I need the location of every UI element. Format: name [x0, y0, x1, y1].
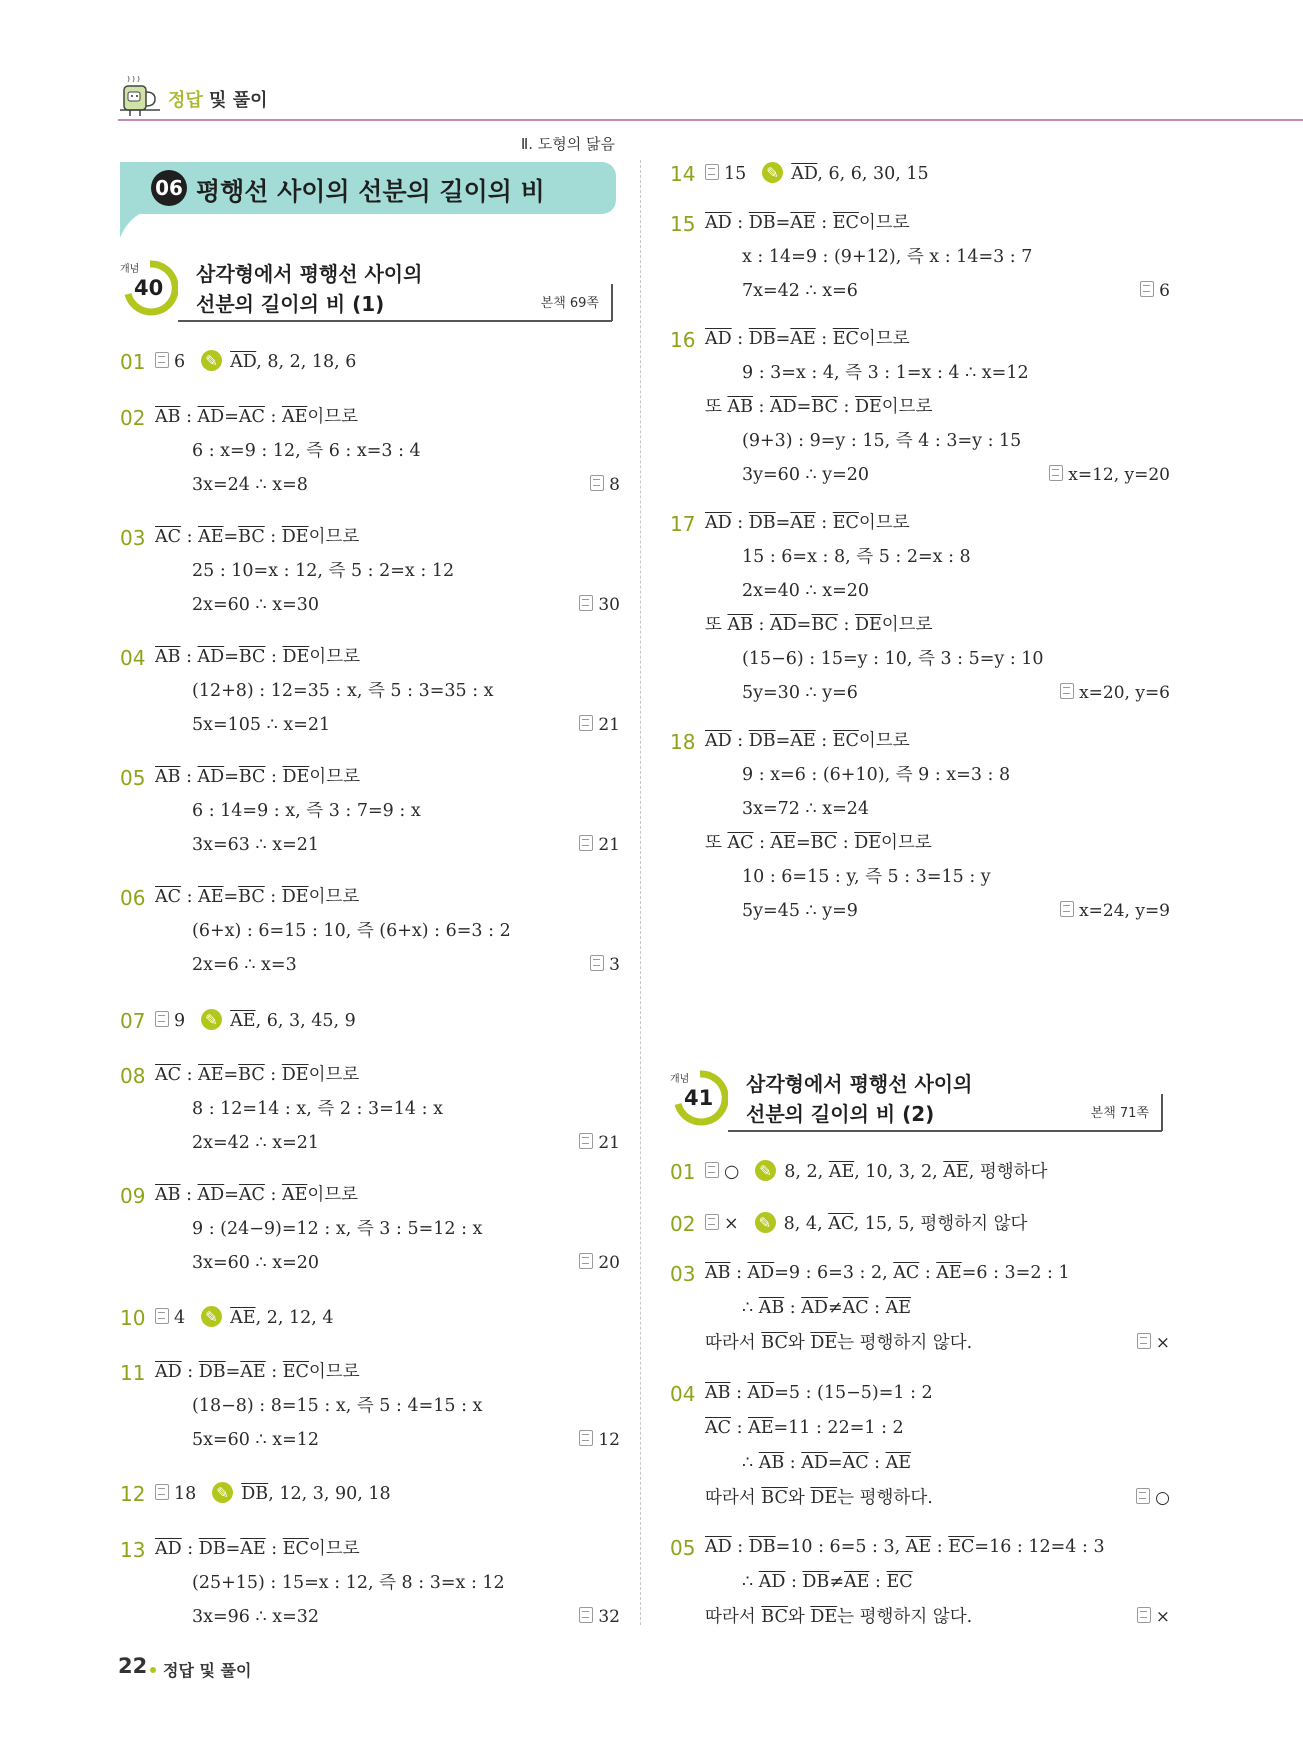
final-answer: 6: [1140, 280, 1170, 302]
final-answer: 20: [579, 1252, 620, 1274]
solution-line-1: $\overline{AB}$ : $\overline{AD}=\overline{AC}$ : $\overline{AE}$이므로: [155, 407, 359, 427]
solution-line-2: 6 : 14=9 : x, 즉 3 : 7=9 : x: [192, 801, 421, 821]
solution-line-1: $\overline{AD}$ : $\overline{DB}=\overline{AE}$ : $\overline{EC}$이므로: [155, 1362, 360, 1382]
column-divider: [640, 160, 641, 1625]
answer-icon: [1060, 683, 1075, 700]
problem-number: 15: [670, 212, 696, 236]
concept-40-header: [120, 256, 615, 326]
problem-18: [670, 730, 1170, 924]
solution-line-5: (15−6) : 15=y : 10, 즉 3 : 5=y : 10: [742, 649, 1044, 669]
solution-line-5: 3y=60 ∴ y=20: [742, 465, 870, 485]
answer-icon: [1137, 1333, 1152, 1350]
solution-line-2: 15 : 6=x : 8, 즉 5 : 2=x : 8: [742, 547, 971, 567]
footer-bullet: [150, 1667, 156, 1673]
problem-answer-line: ○ ✎ 8, 2, $\overline{AE}$, 10, 3, 2, $\overline{AE}$, 평행하다: [705, 1160, 1047, 1183]
chapter-title: 평행선 사이의 선분의 길이의 비: [196, 177, 545, 206]
problem-number: 06: [120, 886, 146, 910]
solution-line-1: $\overline{AD}$ : $\overline{DB}=\overline{AE}$ : $\overline{EC}$이므로: [705, 213, 910, 233]
answer-icon: [155, 1484, 170, 1501]
solution-line-2: 9 : 3=x : 4, 즉 3 : 1=x : 4 ∴ x=12: [742, 363, 1029, 383]
answer-icon: [705, 1214, 720, 1231]
problem-number: 05: [670, 1536, 696, 1560]
concept-label: 개념: [120, 264, 140, 275]
solution-line-3: 또 $\overline{AB}$ : $\overline{AD}=\overline{BC}$ : $\overline{DE}$이므로: [705, 397, 933, 417]
problem-17: [670, 512, 1170, 706]
problem-number: 03: [120, 526, 146, 550]
problem-answer-line: × ✎ 8, 4, $\overline{AC}$, 15, 5, 평행하지 않다: [705, 1212, 1027, 1235]
solution-line-2: (12+8) : 12=35 : x, 즉 5 : 3=35 : x: [192, 681, 494, 701]
pencil-icon: [755, 1212, 776, 1233]
pencil-icon: [212, 1482, 233, 1503]
solution-line-3: 3x=72 ∴ x=24: [742, 799, 869, 819]
problem-number: 07: [120, 1009, 146, 1033]
solution-line-2: ∴ $\overline{AD}$ : $\overline{DB}\ne\overline{AE}$ : $\overline{EC}$: [742, 1572, 913, 1592]
solution-line-2: x : 14=9 : (9+12), 즉 x : 14=3 : 7: [742, 247, 1033, 267]
pencil-icon: [201, 1009, 222, 1030]
solution-line-1: $\overline{AB}$ : $\overline{AD}=5$ : (15−5)=1 : 2: [705, 1383, 933, 1403]
answer-icon: [579, 1253, 594, 1270]
problem-number: 10: [120, 1306, 146, 1330]
concept-title-line1: 삼각형에서 평행선 사이의: [746, 1072, 973, 1096]
problem-08: [120, 1064, 620, 1164]
problem-number: 01: [120, 350, 146, 374]
solution-line-1: $\overline{AD}$ : $\overline{DB}=\overline{AE}$ : $\overline{EC}$이므로: [705, 731, 910, 751]
problem-09: [120, 1184, 620, 1284]
solution-line-5: 10 : 6=15 : y, 즉 5 : 3=15 : y: [742, 867, 991, 887]
answer-icon: [1049, 465, 1064, 482]
concept-title-line2: 선분의 길이의 비 (1): [196, 292, 385, 316]
solution-line-1: $\overline{AC}$ : $\overline{AE}=\overline{BC}$ : $\overline{DE}$이므로: [155, 527, 360, 547]
solution-line-2: 9 : (24−9)=12 : x, 즉 3 : 5=12 : x: [192, 1219, 483, 1239]
final-answer: x=20, y=6: [1060, 682, 1170, 704]
section2-problem-05: [670, 1536, 1170, 1640]
answer-icon: [579, 715, 594, 732]
banner-decoration: [120, 206, 160, 238]
mug-logo-icon: [118, 76, 162, 120]
concept-bracket: [611, 284, 613, 321]
problem-04: [120, 646, 620, 746]
concept-underline: [728, 1130, 1162, 1132]
problem-answer-line: 6 ✎ $\overline{AD}$, 8, 2, 18, 6: [155, 350, 356, 373]
problem-15: [670, 212, 1170, 312]
final-answer: x=12, y=20: [1049, 464, 1170, 486]
concept-underline: [178, 320, 612, 322]
problem-answer-line: 18 ✎ $\overline{DB}$, 12, 3, 90, 18: [155, 1482, 391, 1505]
solution-line-2: ∴ $\overline{AB}$ : $\overline{AD}\ne\overline{AC}$ : $\overline{AE}$: [742, 1298, 912, 1318]
concept-title-line2: 선분의 길이의 비 (2): [746, 1102, 935, 1126]
problem-03: [120, 526, 620, 626]
concept-page-ref: 본책 71쪽: [1090, 1106, 1149, 1121]
problem-answer-line: 15 ✎ $\overline{AD}$, 6, 6, 30, 15: [705, 162, 929, 185]
problem-number: 02: [670, 1212, 696, 1236]
answer-icon: [1060, 901, 1075, 918]
concept-label: 개념: [670, 1074, 690, 1085]
final-answer: 8: [590, 474, 620, 496]
solution-line-2: 6 : x=9 : 12, 즉 6 : x=3 : 4: [192, 441, 421, 461]
problem-05: [120, 766, 620, 866]
solution-line-1: $\overline{AB}$ : $\overline{AD}=\overline{BC}$ : $\overline{DE}$이므로: [155, 647, 361, 667]
solution-line-1: $\overline{AB}$ : $\overline{AD}=\overline{AC}$ : $\overline{AE}$이므로: [155, 1185, 359, 1205]
solution-line-3: 7x=42 ∴ x=6: [742, 281, 858, 301]
solution-line-2: 8 : 12=14 : x, 즉 2 : 3=14 : x: [192, 1099, 443, 1119]
solution-line-1: $\overline{AD}$ : $\overline{DB}=\overline{AE}$ : $\overline{EC}$이므로: [705, 329, 910, 349]
final-answer: 32: [579, 1606, 620, 1628]
answer-icon: [1136, 1488, 1151, 1505]
solution-line-2: $\overline{AC}$ : $\overline{AE}=11$ : 22=1 : 2: [705, 1418, 904, 1438]
pencil-icon: [201, 1306, 222, 1327]
solution-line-1: $\overline{AD}$ : $\overline{DB}=\overline{AE}$ : $\overline{EC}$이므로: [155, 1539, 360, 1559]
answer-icon: [579, 835, 594, 852]
answer-icon: [155, 1308, 170, 1325]
concept-number: 41: [684, 1086, 714, 1110]
page-number: 22: [118, 1654, 148, 1678]
footer-title: 정답 및 풀이: [163, 1661, 252, 1680]
problem-number: 08: [120, 1064, 146, 1088]
answer-icon: [155, 1011, 170, 1028]
concept-page-ref: 본책 69쪽: [540, 296, 599, 311]
problem-number: 18: [670, 730, 696, 754]
solution-line-2: 25 : 10=x : 12, 즉 5 : 2=x : 12: [192, 561, 455, 581]
solution-line-3: 3x=60 ∴ x=20: [192, 1253, 319, 1273]
solution-line-4: 따라서 $\overline{BC}$와 $\overline{DE}$는 평행하다.: [705, 1488, 933, 1508]
concept-41-header: [670, 1066, 1165, 1136]
solution-line-2: (18−8) : 8=15 : x, 즉 5 : 4=15 : x: [192, 1396, 483, 1416]
final-answer: 30: [579, 594, 620, 616]
problem-number: 11: [120, 1361, 146, 1385]
problem-13: [120, 1538, 620, 1638]
final-answer: ×: [1137, 1332, 1170, 1354]
problem-number: 01: [670, 1160, 696, 1184]
final-answer: ×: [1137, 1606, 1170, 1628]
problem-number: 12: [120, 1482, 146, 1506]
answer-icon: [1137, 1607, 1152, 1624]
problem-number: 09: [120, 1184, 146, 1208]
problem-number: 13: [120, 1538, 146, 1562]
solution-line-2: (25+15) : 15=x : 12, 즉 8 : 3=x : 12: [192, 1573, 505, 1593]
solution-line-3: 2x=42 ∴ x=21: [192, 1133, 319, 1153]
problem-answer-line: 9 ✎ $\overline{AE}$, 6, 3, 45, 9: [155, 1009, 356, 1032]
solution-line-1: $\overline{AC}$ : $\overline{AE}=\overline{BC}$ : $\overline{DE}$이므로: [155, 887, 360, 907]
solution-line-2: 9 : x=6 : (6+10), 즉 9 : x=3 : 8: [742, 765, 1011, 785]
pencil-icon: [762, 162, 783, 183]
solution-line-6: 5y=30 ∴ y=6: [742, 683, 858, 703]
solution-line-3: 2x=6 ∴ x=3: [192, 955, 297, 975]
solution-line-3: 2x=40 ∴ x=20: [742, 581, 869, 601]
problem-number: 04: [670, 1382, 696, 1406]
problem-11: [120, 1361, 620, 1461]
solution-line-3: 3x=24 ∴ x=8: [192, 475, 308, 495]
solution-line-4: (9+3) : 9=y : 15, 즉 4 : 3=y : 15: [742, 431, 1022, 451]
answer-icon: [590, 475, 605, 492]
pencil-icon: [755, 1160, 776, 1181]
section2-problem-04: [670, 1382, 1170, 1520]
pencil-icon: [201, 350, 222, 371]
solution-line-3: 3x=63 ∴ x=21: [192, 835, 319, 855]
solution-line-3: 따라서 $\overline{BC}$와 $\overline{DE}$는 평행하지 않다.: [705, 1333, 973, 1353]
final-answer: 21: [579, 1132, 620, 1154]
answer-icon: [705, 164, 720, 181]
final-answer: 21: [579, 834, 620, 856]
problem-number: 02: [120, 406, 146, 430]
problem-answer-line: 4 ✎ $\overline{AE}$, 2, 12, 4: [155, 1306, 333, 1329]
solution-line-6: 5y=45 ∴ y=9: [742, 901, 858, 921]
header-title: 정답 및 풀이: [168, 90, 268, 111]
answer-icon: [155, 352, 170, 369]
answer-icon: [579, 1607, 594, 1624]
answer-icon: [579, 1133, 594, 1150]
answer-icon: [590, 955, 605, 972]
solution-line-1: $\overline{AC}$ : $\overline{AE}=\overline{BC}$ : $\overline{DE}$이므로: [155, 1065, 360, 1085]
solution-line-3: 5x=105 ∴ x=21: [192, 715, 331, 735]
solution-line-3: 3x=96 ∴ x=32: [192, 1607, 319, 1627]
problem-06: [120, 886, 620, 986]
problem-number: 16: [670, 328, 696, 352]
answer-icon: [1140, 281, 1155, 298]
final-answer: 12: [579, 1429, 620, 1451]
final-answer: ○: [1136, 1487, 1170, 1509]
breadcrumb: Ⅱ. 도형의 닮음: [520, 135, 615, 153]
problem-number: 03: [670, 1262, 696, 1286]
header-divider: [118, 119, 1303, 121]
final-answer: 3: [590, 954, 620, 976]
final-answer: x=24, y=9: [1060, 900, 1170, 922]
answer-icon: [579, 595, 594, 612]
section2-problem-03: [670, 1262, 1170, 1366]
final-answer: 21: [579, 714, 620, 736]
problem-16: [670, 328, 1170, 488]
chapter-number: 06: [151, 170, 187, 206]
solution-line-3: 따라서 $\overline{BC}$와 $\overline{DE}$는 평행하지 않다.: [705, 1607, 973, 1627]
solution-line-1: $\overline{AB}$ : $\overline{AD}=9$ : 6=3 : 2, $\overline{AC}$ : $\overline{AE}=6$ : 3=2 : 1: [705, 1263, 1070, 1283]
answer-icon: [579, 1430, 594, 1447]
solution-line-1: $\overline{AB}$ : $\overline{AD}=\overline{BC}$ : $\overline{DE}$이므로: [155, 767, 361, 787]
solution-line-3: ∴ $\overline{AB}$ : $\overline{AD}=\overline{AC}$ : $\overline{AE}$: [742, 1453, 912, 1473]
problem-number: 14: [670, 162, 696, 186]
problem-number: 04: [120, 646, 146, 670]
solution-line-4: 또 $\overline{AC}$ : $\overline{AE}=\overline{BC}$ : $\overline{DE}$이므로: [705, 833, 932, 853]
solution-line-4: 또 $\overline{AB}$ : $\overline{AD}=\overline{BC}$ : $\overline{DE}$이므로: [705, 615, 933, 635]
concept-number: 40: [134, 276, 164, 300]
problem-02: [120, 406, 620, 506]
solution-line-2: (6+x) : 6=15 : 10, 즉 (6+x) : 6=3 : 2: [192, 921, 511, 941]
concept-title-line1: 삼각형에서 평행선 사이의: [196, 262, 423, 286]
problem-number: 05: [120, 766, 146, 790]
solution-line-1: $\overline{AD}$ : $\overline{DB}=\overline{AE}$ : $\overline{EC}$이므로: [705, 513, 910, 533]
problem-number: 17: [670, 512, 696, 536]
answer-icon: [705, 1162, 720, 1179]
solution-line-3: 5x=60 ∴ x=12: [192, 1430, 319, 1450]
concept-bracket: [1161, 1094, 1163, 1131]
solution-line-1: $\overline{AD}$ : $\overline{DB}=10$ : 6=5 : 3, $\overline{AE}$ : $\overline{EC}=16$ : 12=4 : 3: [705, 1537, 1105, 1557]
solution-line-3: 2x=60 ∴ x=30: [192, 595, 319, 615]
